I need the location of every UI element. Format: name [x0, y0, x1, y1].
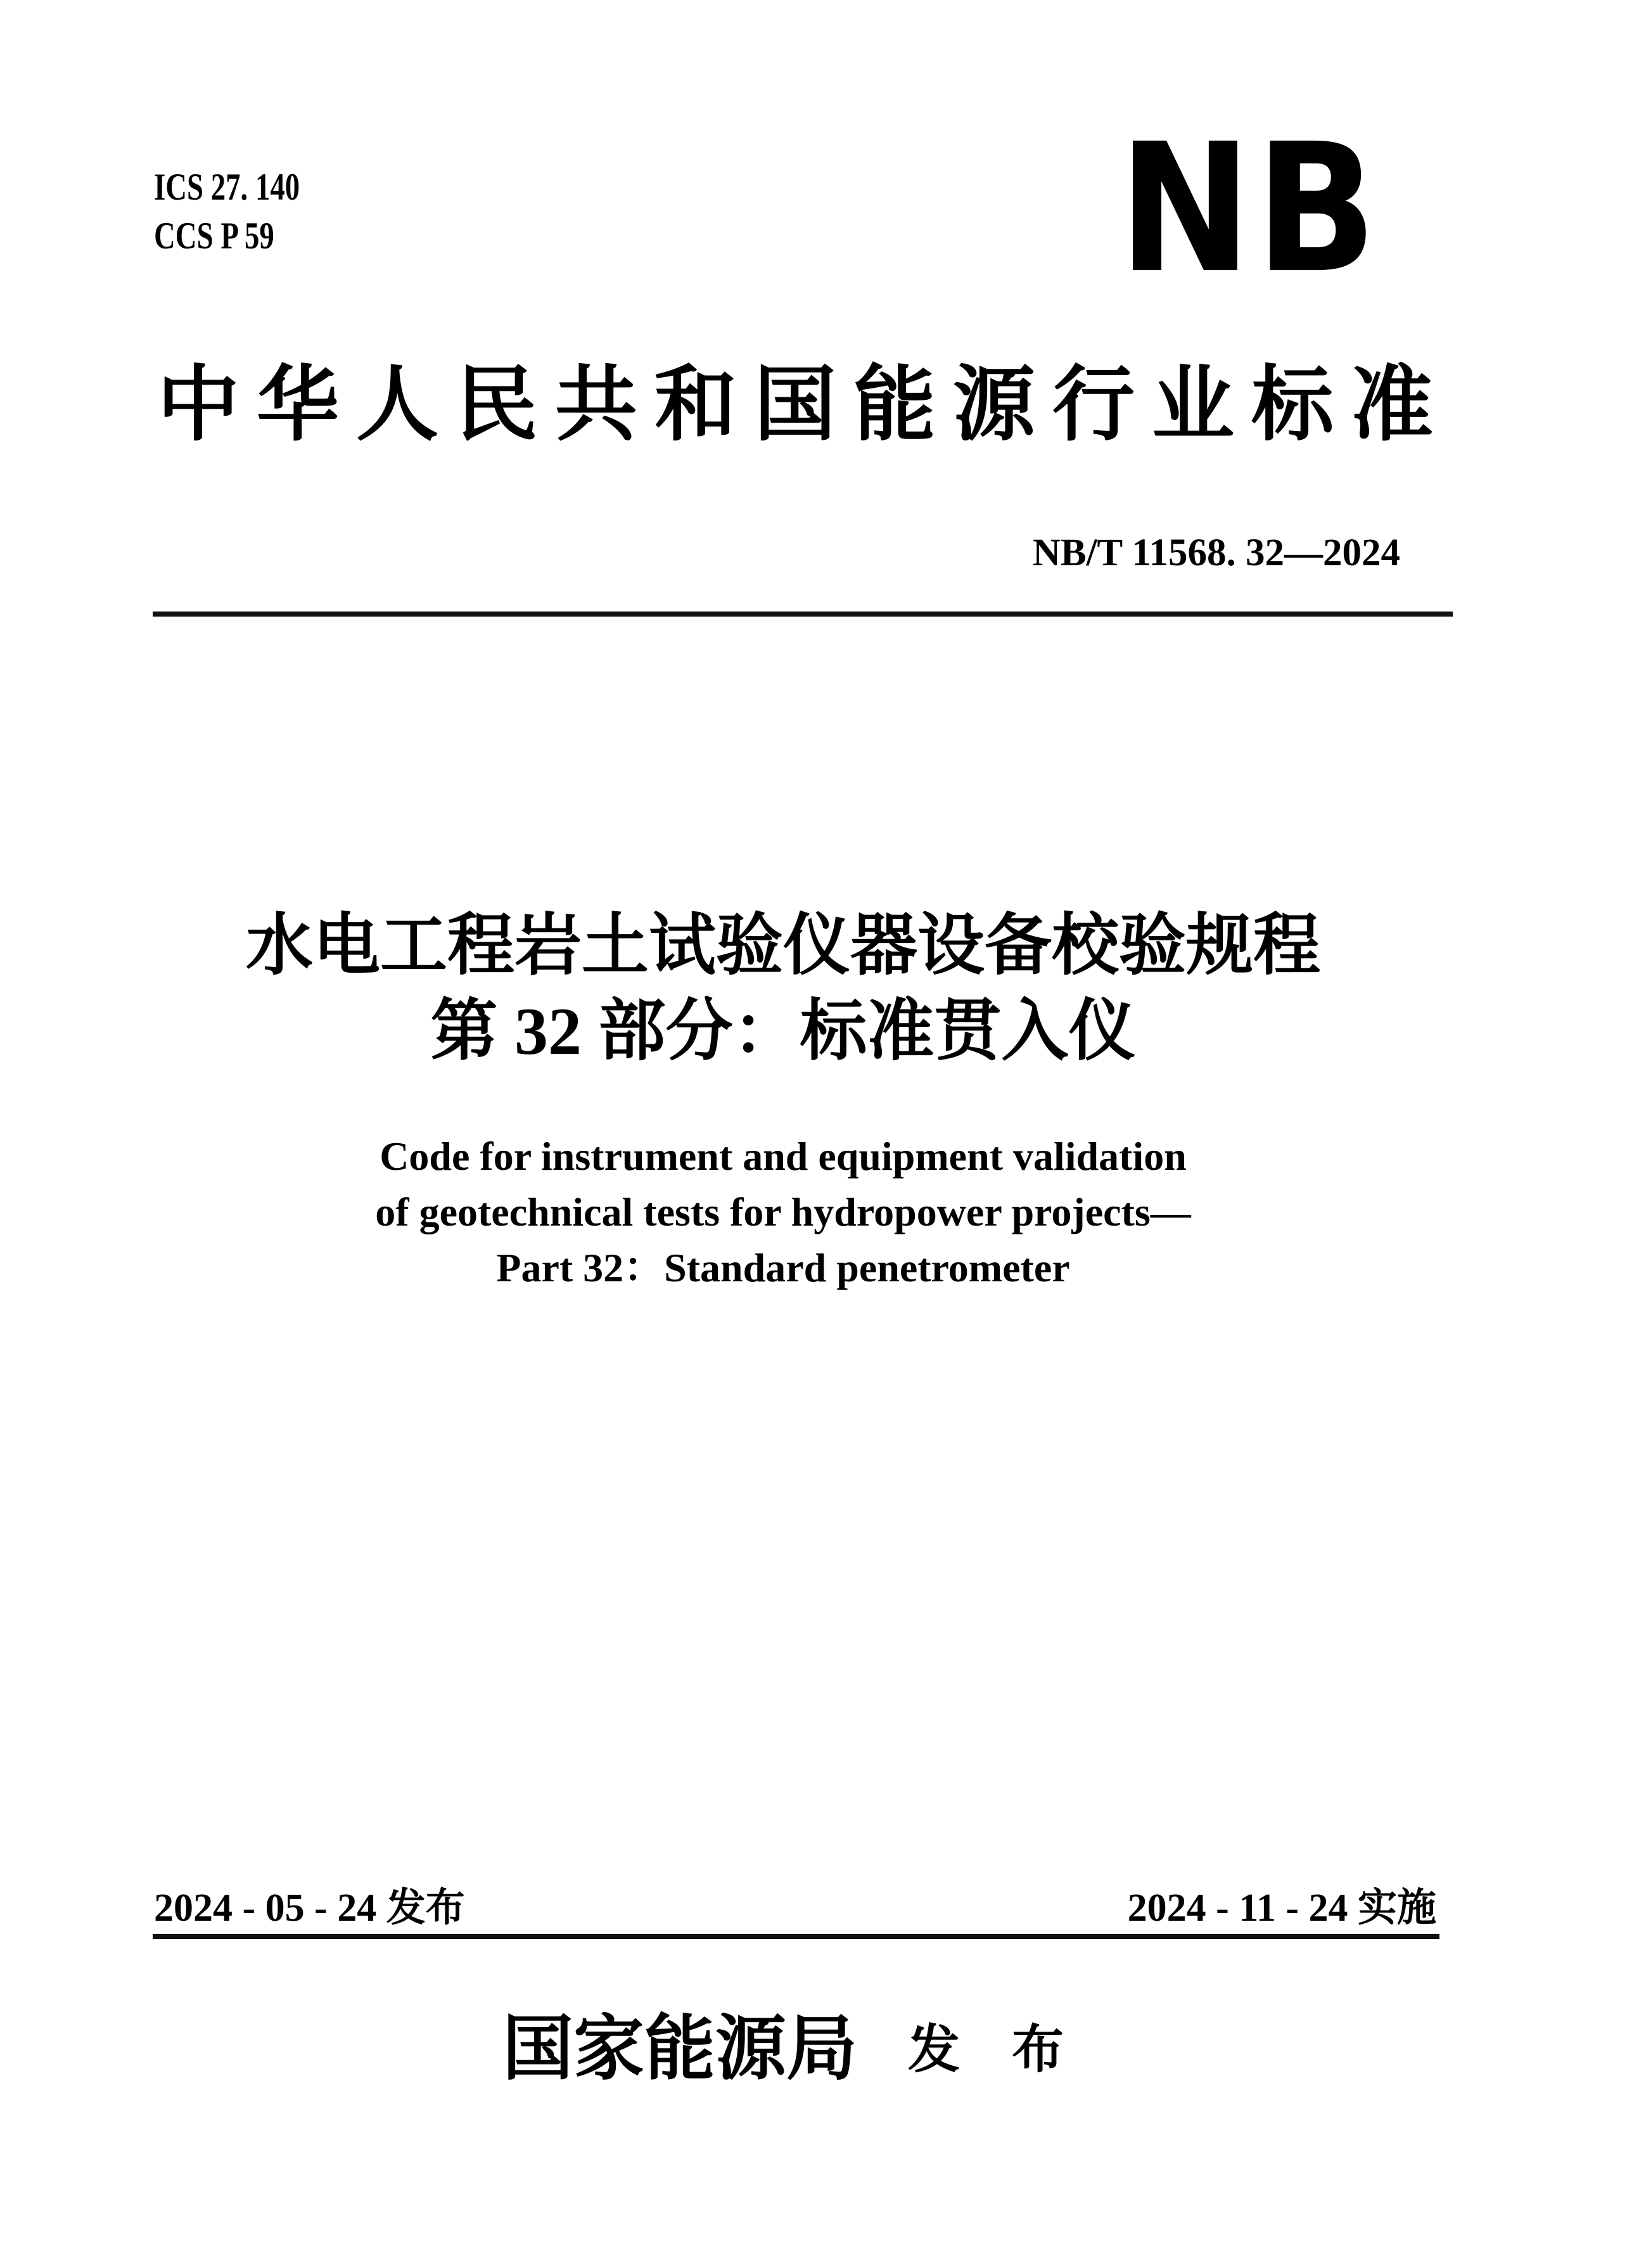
publisher-action: 发 布 — [907, 2021, 1064, 2079]
classification-codes — [154, 163, 300, 260]
footer-rule — [153, 1934, 1439, 1939]
doc-title-en-line1: Code for instrument and equipment validation — [380, 1134, 1187, 1179]
publisher-name: 国家能源局 — [502, 2010, 857, 2089]
doc-title-en-line2: of geotechnical tests for hydropower projects— — [375, 1189, 1191, 1234]
publisher-row — [0, 2010, 1597, 2089]
doc-title-line1: 水电工程岩土试验仪器设备校验规程 — [246, 909, 1320, 983]
doc-title-line2: 第 32 部分：标准贯入仪 — [430, 994, 1136, 1068]
doc-title-english — [0, 1129, 1597, 1296]
banner-title: 中华人民共和国能源行业标准 — [157, 360, 1451, 451]
ccs-code: CCS P 59 — [154, 215, 274, 257]
issue-date: 2024 - 05 - 24 发布 — [154, 1887, 465, 1930]
ics-code: ICS 27. 140 — [154, 166, 300, 208]
doc-title-en-line3: Part 32：Standard penetrometer — [496, 1245, 1070, 1290]
implementation-date: 2024 - 11 - 24 实施 — [1127, 1887, 1436, 1930]
header-rule — [153, 612, 1453, 617]
nb-logo: NB — [1118, 106, 1381, 312]
standard-number: NB/T 11568. 32—2024 — [1032, 532, 1400, 574]
